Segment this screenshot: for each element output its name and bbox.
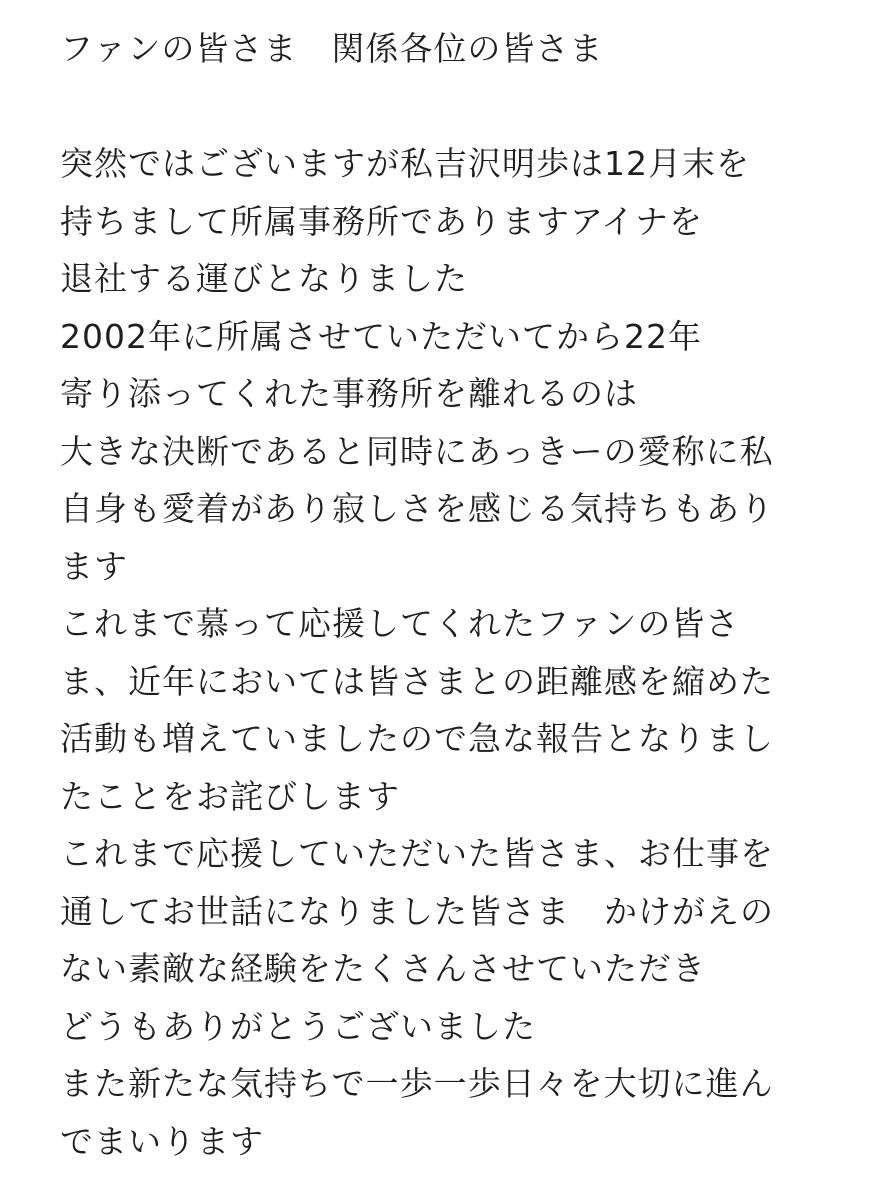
- text-line: でまいります: [60, 1121, 264, 1161]
- greeting-line: ファンの皆さま 関係各位の皆さま: [60, 29, 604, 68]
- blank-line: [60, 78, 850, 136]
- text-line: どうもありがとうございました: [60, 1006, 536, 1046]
- text-line: これまで慕って応援してくれたファンの皆さ: [60, 604, 740, 643]
- text-line: ます: [60, 546, 128, 586]
- text-line: 大きな決断であると同時にあっきーの愛称に私: [60, 431, 774, 471]
- text-line: ない素敵な経験をたくさんさせていただき: [60, 949, 706, 988]
- text-line: 通してお世話になりました皆さま かけがえの: [60, 891, 774, 931]
- note-text-body: [60, 20, 850, 1170]
- text-line: 寄り添ってくれた事務所を離れるのは: [60, 374, 638, 413]
- text-line: ま、近年においては皆さまとの距離感を縮めた: [60, 661, 774, 701]
- text-line: 突然ではございますが私吉沢明歩は12月末を: [60, 144, 750, 183]
- text-line: 自身も愛着があり寂しさを感じる気持ちもあり: [60, 489, 774, 528]
- text-line: たことをお詫びします: [60, 776, 400, 816]
- text-line: これまで応援していただいた皆さま、お仕事を: [60, 834, 774, 873]
- text-line: 持ちまして所属事務所でありますアイナを: [60, 201, 704, 241]
- text-line: 2002年に所属させていただいてから22年: [60, 316, 702, 356]
- text-line: 活動も増えていましたので急な報告となりまし: [60, 719, 774, 758]
- text-line: 退社する運びとなりました: [60, 259, 468, 298]
- text-line: また新たな気持ちで一歩一歩日々を大切に進ん: [60, 1064, 774, 1103]
